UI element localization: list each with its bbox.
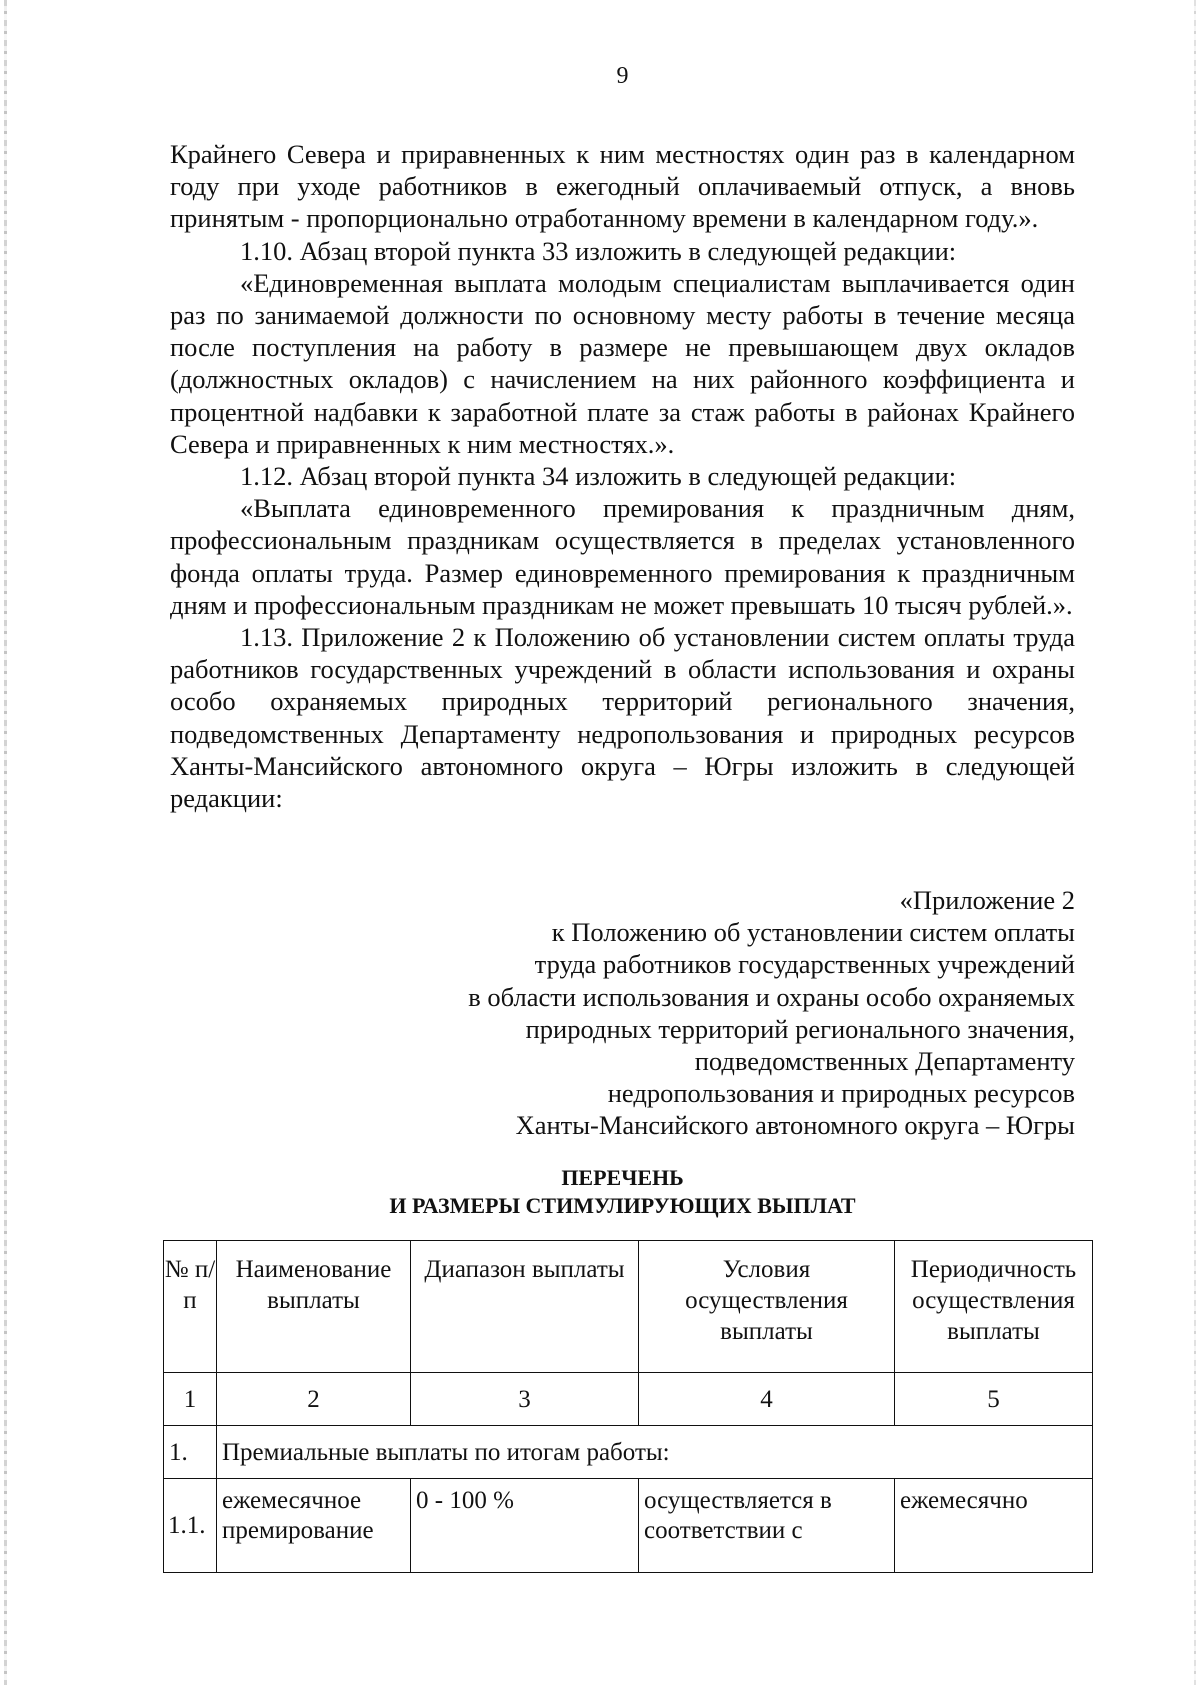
section-title: Премиальные выплаты по итогам работы: [217,1426,1093,1479]
appendix-line: труда работников государственных учреждений [534,949,1075,980]
appendix-caption [300,884,1075,1142]
appendix-line: «Приложение 2 [899,885,1075,915]
body-paragraph: «Единовременная выплата молодым специалистам выплачивается один раз по занимаемой должности по основному месту работы в течение месяца после поступления на работу в размере не превышающем двух окладов (должностных окладов) с начислением на них районного коэффициента и процентной надбавки к заработной плате за стаж работы в районах Крайнего Севера и приравненных к ним местностях.». [170,267,1075,459]
body-text [170,138,1075,814]
column-number-cell: 2 [217,1373,411,1426]
header-cell-name: Наименование выплаты [217,1241,411,1373]
appendix-line: природных территорий регионального значения, [525,1013,1075,1044]
column-number-cell: 4 [639,1373,895,1426]
header-cell-periodicity: Периодичность осуществления выплаты [895,1241,1093,1373]
row-payment-name: ежемесячное премирование [217,1479,411,1573]
table-section-row [164,1426,1093,1479]
table-heading-line-2: И РАЗМЕРЫ СТИМУЛИРУЮЩИХ ВЫПЛАТ [389,1193,856,1218]
body-paragraph: 1.10. Абзац второй пункта 33 изложить в следующей редакции: [240,235,957,266]
appendix-line: к Положению об установлении систем оплаты [551,917,1075,948]
row-payment-conditions: осуществляется в соответствии с [639,1479,895,1573]
table-column-number-row [164,1373,1093,1426]
table-heading [170,1164,1075,1220]
appendix-line: Ханты-Мансийского автономного округа – Югры [515,1110,1075,1141]
table-heading-line-1: ПЕРЕЧЕНЬ [561,1165,684,1190]
column-number-cell: 1 [164,1373,217,1426]
scan-left-edge [4,0,7,1685]
header-cell-range: Диапазон выплаты [411,1241,639,1373]
header-cell-number: № п/п [164,1241,217,1373]
table-header-row [164,1241,1093,1373]
appendix-line: в области использования и охраны особо охраняемых [468,981,1075,1012]
row-number: 1.1. [164,1479,217,1573]
header-cell-conditions: Условия осуществления выплаты [639,1241,895,1373]
appendix-line: подведомственных Департаменту [694,1046,1075,1077]
body-paragraph: Крайнего Севера и приравненных к ним местностях один раз в календарном году при уходе работников в ежегодный оплачиваемый отпуск, а вновь принятым - пропорционально отработанному времени в календарном году.». [170,139,1075,234]
appendix-line: недропользования и природных ресурсов [607,1078,1075,1109]
section-number: 1. [164,1426,217,1479]
payments-table [163,1240,1093,1573]
column-number-cell: 5 [895,1373,1093,1426]
table-row [164,1479,1093,1573]
row-payment-range: 0 - 100 % [411,1479,639,1573]
page-number: 9 [616,63,629,89]
column-number-cell: 3 [411,1373,639,1426]
body-paragraph: «Выплата единовременного премирования к праздничным дням, профессиональным праздникам осуществляется в пределах установленного фонда оплаты труда. Размер единовременного премирования к праздничным дням и профессиональным праздникам не может превышать 10 тысяч рублей.». [170,493,1075,620]
scan-right-edge [1194,0,1196,1685]
body-paragraph: 1.12. Абзац второй пункта 34 изложить в следующей редакции: [240,461,957,492]
body-paragraph: 1.13. Приложение 2 к Положению об установлении систем оплаты труда работников государственных учреждений в области использования и охраны особо охраняемых природных территорий регионального значения, подведомственных Департаменту недропользования и природных ресурсов Ханты-Мансийского автономного округа – Югры изложить в следующей редакции: [170,622,1075,814]
row-payment-periodicity: ежемесячно [895,1479,1093,1573]
